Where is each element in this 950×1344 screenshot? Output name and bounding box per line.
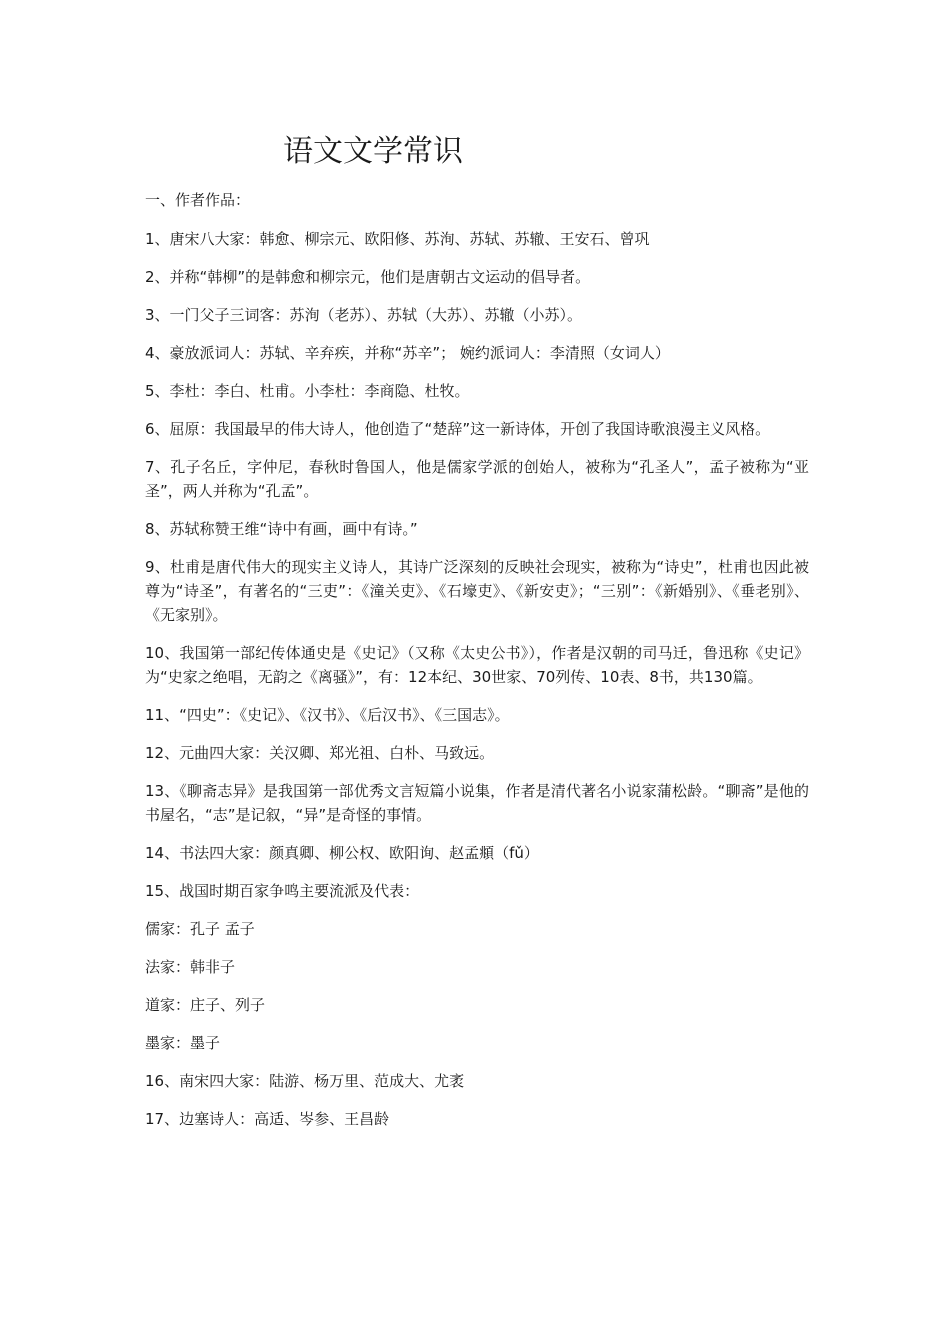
list-item: 6、屈原：我国最早的伟大诗人，他创造了“楚辞”这一新诗体，开创了我国诗歌浪漫主义风格。 xyxy=(145,420,771,438)
document-body xyxy=(145,188,809,1145)
list-item: 16、南宋四大家：陆游、杨万里、范成大、尤袤 xyxy=(145,1072,465,1090)
list-item: 2、并称“韩柳”的是韩愈和柳宗元，他们是唐朝古文运动的倡导者。 xyxy=(145,268,591,286)
school-item: 道家：庄子、列子 xyxy=(145,996,266,1014)
list-item: 1、唐宋八大家：韩愈、柳宗元、欧阳修、苏洵、苏轼、苏辙、王安石、曾巩 xyxy=(145,230,650,248)
school-item: 墨家：墨子 xyxy=(145,1034,221,1052)
list-item: 8、苏轼称赞王维“诗中有画，画中有诗。” xyxy=(145,520,418,538)
list-item: 3、一门父子三词客：苏洵（老苏）、苏轼（大苏）、苏辙（小苏）。 xyxy=(145,306,583,324)
list-item: 4、豪放派词人：苏轼、辛弃疾，并称“苏辛”； 婉约派词人：李清照（女词人） xyxy=(145,344,670,362)
list-item: 11、“四史”：《史记》、《汉书》、《后汉书》、《三国志》。 xyxy=(145,706,510,724)
list-item: 5、李杜：李白、杜甫。小李杜：李商隐、杜牧。 xyxy=(145,382,470,400)
list-item: 13、《聊斋志异》是我国第一部优秀文言短篇小说集，作者是清代著名小说家蒲松龄。“聊斋”是他的书屋名，“志”是记叙，“异”是奇怪的事情。 xyxy=(145,782,809,824)
document-title: 语文文学常识 xyxy=(283,134,463,169)
section-heading: 一、作者作品： xyxy=(145,191,251,209)
list-item: 12、元曲四大家：关汉卿、郑光祖、白朴、马致远。 xyxy=(145,744,495,762)
school-item: 儒家：孔子 孟子 xyxy=(145,920,255,938)
list-item: 7、孔子名丘，字仲尼，春秋时鲁国人，他是儒家学派的创始人，被称为“孔圣人”，孟子被称为“亚圣”，两人并称为“孔孟”。 xyxy=(145,458,809,500)
list-item: 14、书法四大家：颜真卿、柳公权、欧阳询、赵孟頫（fǔ） xyxy=(145,844,539,862)
list-item: 15、战国时期百家争鸣主要流派及代表： xyxy=(145,882,420,900)
school-item: 法家：韩非子 xyxy=(145,958,236,976)
list-item: 9、杜甫是唐代伟大的现实主义诗人，其诗广泛深刻的反映社会现实，被称为“诗史”，杜甫也因此被尊为“诗圣”，有著名的“三吏”：《潼关吏》、《石壕吏》、《新安吏》；“三别”：《新婚别》、《垂老别》、《无家别》。 xyxy=(145,558,809,624)
list-item: 10、我国第一部纪传体通史是《史记》（又称《太史公书》），作者是汉朝的司马迁，鲁迅称《史记》为“史家之绝唱，无韵之《离骚》”，有：12本纪、30世家、70列传、10表、8书，共130篇。 xyxy=(145,644,809,686)
list-item: 17、边塞诗人：高适、岑参、王昌龄 xyxy=(145,1110,390,1128)
